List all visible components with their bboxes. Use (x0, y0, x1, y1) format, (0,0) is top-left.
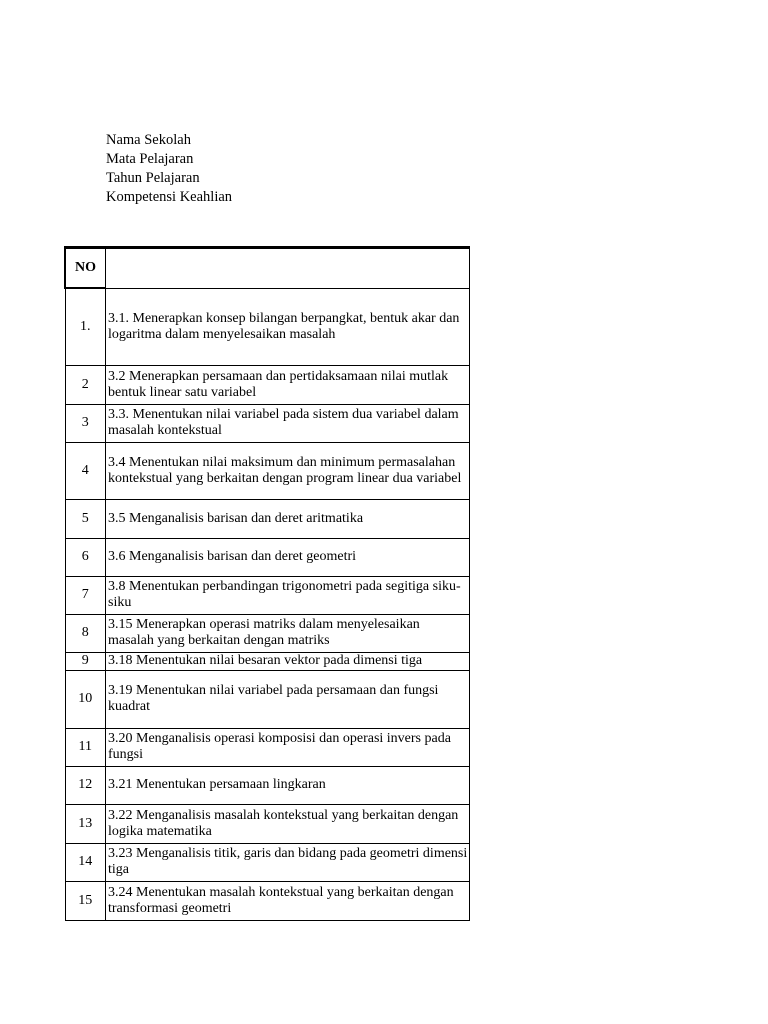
table-row (65, 766, 470, 804)
table-row (65, 538, 470, 576)
table-row (65, 442, 470, 499)
table-row (65, 670, 470, 728)
row-description: 3.21 Menentukan persamaan lingkaran (106, 766, 470, 804)
row-number: 11 (65, 728, 106, 766)
year-label: Tahun Pelajaran (106, 170, 200, 186)
row-number: 1. (65, 288, 106, 365)
table-row (65, 288, 470, 365)
row-description: 3.3. Menentukan nilai variabel pada sistem dua variabel dalam masalah kontekstual (106, 404, 470, 442)
row-number: 12 (65, 766, 106, 804)
row-number: 13 (65, 804, 106, 843)
competency-table (64, 246, 470, 921)
row-description: 3.18 Menentukan nilai besaran vektor pada dimensi tiga (106, 652, 470, 670)
row-number: 9 (65, 652, 106, 670)
row-description: 3.1. Menerapkan konsep bilangan berpangkat, bentuk akar dan logaritma dalam menyelesaikan masalah (106, 288, 470, 365)
table-row (65, 404, 470, 442)
row-description: 3.4 Menentukan nilai maksimum dan minimum permasalahan kontekstual yang berkaitan dengan program linear dua variabel (106, 442, 470, 499)
column-header-description (106, 248, 470, 289)
row-description: 3.5 Menganalisis barisan dan deret aritmatika (106, 499, 470, 538)
table-row (65, 614, 470, 652)
row-number: 15 (65, 881, 106, 920)
row-description: 3.23 Menganalisis titik, garis dan bidang pada geometri dimensi tiga (106, 843, 470, 881)
school-name-label: Nama Sekolah (106, 132, 191, 148)
row-number: 14 (65, 843, 106, 881)
table-row (65, 499, 470, 538)
row-description: 3.6 Menganalisis barisan dan deret geometri (106, 538, 470, 576)
row-description: 3.24 Menentukan masalah kontekstual yang berkaitan dengan transformasi geometri (106, 881, 470, 920)
row-number: 2 (65, 365, 106, 404)
table-row (65, 881, 470, 920)
table-row (65, 804, 470, 843)
row-description: 3.22 Menganalisis masalah kontekstual yang berkaitan dengan logika matematika (106, 804, 470, 843)
row-number: 4 (65, 442, 106, 499)
row-description: 3.8 Menentukan perbandingan trigonometri pada segitiga siku-siku (106, 576, 470, 614)
row-description: 3.2 Menerapkan persamaan dan pertidaksamaan nilai mutlak bentuk linear satu variabel (106, 365, 470, 404)
row-number: 6 (65, 538, 106, 576)
competency-table-wrapper (64, 246, 470, 921)
document-header (106, 131, 232, 207)
table-row (65, 843, 470, 881)
row-number: 5 (65, 499, 106, 538)
table-row (65, 728, 470, 766)
row-number: 7 (65, 576, 106, 614)
row-number: 10 (65, 670, 106, 728)
row-number: 8 (65, 614, 106, 652)
row-description: 3.20 Menganalisis operasi komposisi dan operasi invers pada fungsi (106, 728, 470, 766)
table-header-row (65, 248, 470, 289)
column-header-no: NO (65, 248, 106, 289)
table-row (65, 652, 470, 670)
row-number: 3 (65, 404, 106, 442)
table-row (65, 365, 470, 404)
row-description: 3.19 Menentukan nilai variabel pada persamaan dan fungsi kuadrat (106, 670, 470, 728)
row-description: 3.15 Menerapkan operasi matriks dalam menyelesaikan masalah yang berkaitan dengan matriks (106, 614, 470, 652)
competency-label: Kompetensi Keahlian (106, 189, 233, 205)
subject-label: Mata Pelajaran (106, 151, 194, 167)
table-row (65, 576, 470, 614)
